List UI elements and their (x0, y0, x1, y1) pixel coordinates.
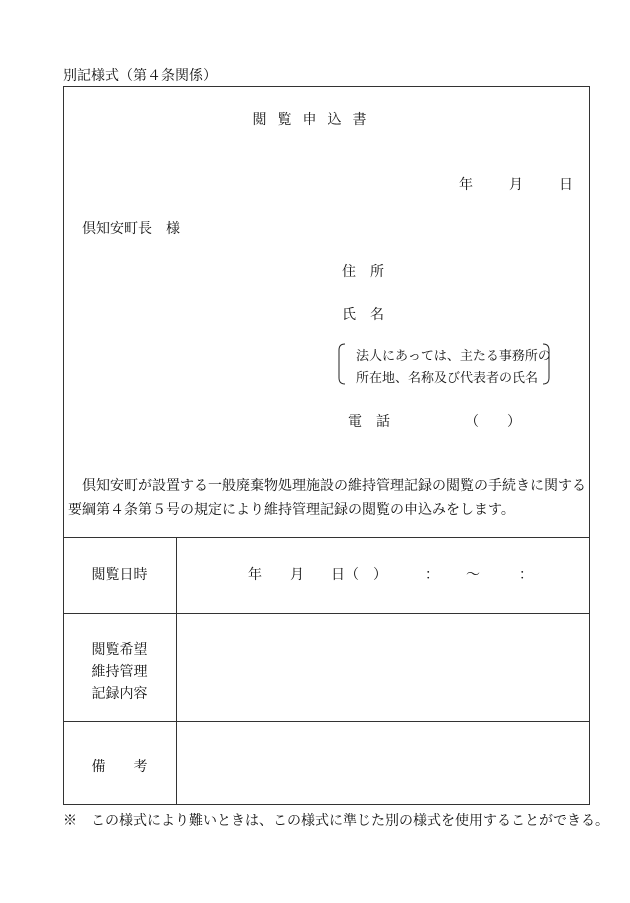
viewing-datetime-label: 閲覧日時 (91, 567, 148, 583)
time-range-tilde: ～ (466, 567, 480, 583)
phone-paren: （ ） (465, 414, 521, 430)
addressee: 倶知安町長 様 (82, 221, 180, 237)
start-time-colon: ： (425, 567, 439, 583)
remarks-label: 備 考 (91, 759, 148, 775)
address-label: 住 所 (342, 264, 384, 280)
requested-records-label-line2: 維持管理 (91, 664, 148, 680)
corporate-note-line2: 所在地、名称及び代表者の氏名 (356, 371, 539, 386)
date-line (459, 174, 573, 194)
viewing-year-label: 年 (248, 567, 262, 583)
corporate-note (337, 343, 551, 385)
viewing-month-label: 月 (290, 567, 304, 583)
date-year-label: 年 (459, 177, 473, 193)
date-day-label: 日 (559, 177, 573, 193)
viewing-day-label: 日（ ） (331, 567, 387, 583)
table-top-border (63, 537, 590, 538)
end-time-colon: ： (519, 567, 533, 583)
requested-records-label (63, 639, 176, 705)
requested-records-label-line3: 記録内容 (91, 686, 148, 702)
application-statement: 倶知安町が設置する一般廃棄物処理施設の維持管理記録の閲覧の手続きに関する要綱第４条第５号の規定により維持管理記録の閲覧の申込みをします。 (68, 478, 586, 518)
table-row-divider-1 (63, 613, 590, 614)
corporate-note-line1: 法人にあっては、主たる事務所の (356, 349, 551, 364)
date-month-label: 月 (509, 177, 523, 193)
table-row-divider-2 (63, 721, 590, 722)
footnote: ※ この様式により難いときは、この様式に準じた別の様式を使用することができる。 (63, 813, 609, 829)
table-column-divider (176, 537, 177, 805)
name-label: 氏 名 (342, 307, 384, 323)
form-title: 閲覧申込書 (252, 112, 378, 128)
requested-records-label-line1: 閲覧希望 (91, 642, 148, 658)
form-label: 別記様式（第４条関係） (63, 68, 217, 84)
phone-label: 電 話 (348, 414, 390, 430)
